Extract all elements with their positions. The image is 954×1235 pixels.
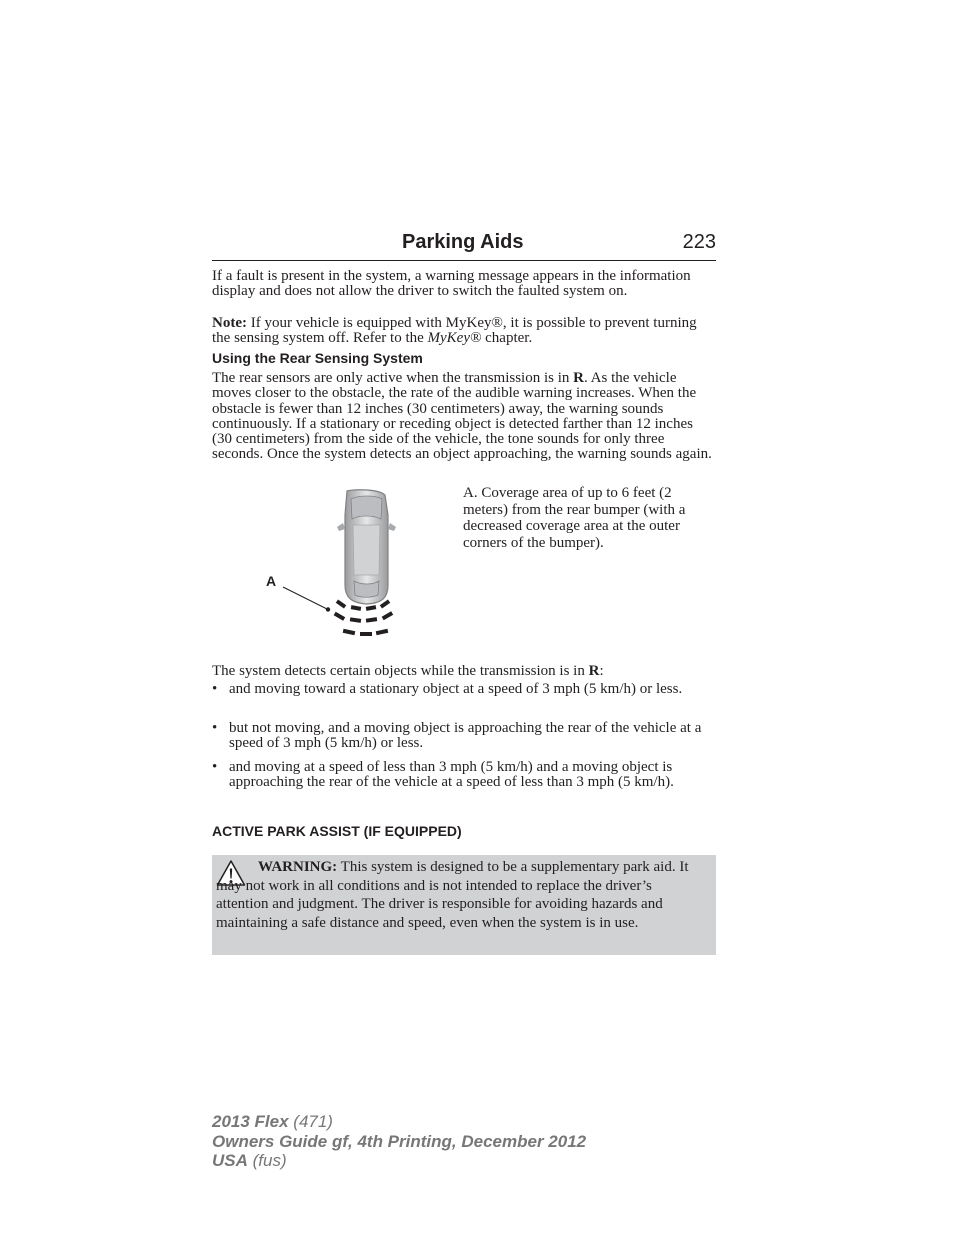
warning-text (216, 858, 708, 932)
footer-guide: Owners Guide gf, 4th Printing, December 2012 (212, 1131, 587, 1151)
detects-gear: R (588, 663, 600, 679)
footer-market-line (212, 1151, 586, 1171)
page-number: 223 (682, 231, 716, 253)
callout-dot (326, 607, 330, 611)
fault-paragraph: If a fault is present in the system, a warning message appears in the information display and does not allow the driver to switch the faulted system on. (212, 268, 691, 300)
figure-caption: A. Coverage area of up to 6 feet (2 meters) from the rear bumper (with a decreased coverage area at the outer corners of the bumper). (463, 485, 686, 551)
page-header (212, 229, 716, 261)
warning-box (212, 855, 716, 955)
bullet-dot: • (212, 720, 218, 736)
warning-body: This system is designed to be a supplementary park aid. It may not work in all conditions and is not intended to replace the driver’s attention and judgment. The driver is responsible for avoiding hazards and maintaining a safe distance and speed, even when the system is in use. (216, 859, 689, 931)
section-title: Parking Aids (402, 231, 524, 253)
rear-sensor-diagram (255, 485, 405, 645)
active-park-assist-heading: ACTIVE PARK ASSIST (IF EQUIPPED) (212, 823, 462, 839)
detects-intro-2: : (599, 663, 604, 679)
sensor-waves-icon (334, 599, 394, 636)
footer-market-code: (fus) (247, 1151, 287, 1170)
car-icon (337, 490, 396, 604)
note-text-2: chapter. (481, 330, 533, 347)
rear-para-1: The rear sensors are only active when the transmission is in (212, 370, 574, 386)
bullet-dot: • (212, 759, 218, 775)
note-text-1: If your vehicle is equipped with MyKey®, it is possible to prevent turning the sensing system off. Refer to the (212, 315, 697, 347)
footer-model-line (212, 1112, 586, 1132)
detects-intro-1: The system detects certain objects while the transmission is in (212, 663, 589, 679)
footer-model-code: (471) (288, 1112, 333, 1131)
page-footer (212, 1112, 586, 1171)
rear-sensing-paragraph (212, 371, 716, 463)
callout-label-a: A (266, 573, 277, 589)
bullet-text: and moving toward a stationary object at a speed of 3 mph (5 km/h) or less. (229, 681, 683, 697)
footer-market: USA (212, 1151, 248, 1170)
note-reference: MyKey® (427, 330, 482, 347)
bullet-text: but not moving, and a moving object is approaching the rear of the vehicle at a speed of 3 mph (5 km/h) or less. (229, 720, 702, 752)
rear-sensing-heading: Using the Rear Sensing System (212, 350, 423, 366)
gear-r: R (573, 370, 584, 386)
warning-label: WARNING: (258, 859, 338, 875)
footer-model: 2013 Flex (212, 1112, 289, 1131)
note-paragraph (212, 316, 716, 347)
note-label: Note: (212, 315, 247, 331)
callout-leader-line (283, 587, 327, 609)
bullet-text: and moving at a speed of less than 3 mph (5 km/h) and a moving object is approaching the rear of the vehicle at a speed of less than 3 mph (5 km/h). (229, 759, 674, 791)
bullet-dot: • (212, 681, 218, 697)
rear-para-2: . As the vehicle moves closer to the obstacle, the rate of the audible warning increases. When the obstacle is fewer than 12 inches (30 centimeters) away, the warning sounds continuously. If a stationary or receding object is detected farther than 12 inches (30 centimeters) from the side of the vehicle, the tone sounds for only three seconds. Once the system detects an object approaching, the warning sounds again. (212, 370, 712, 463)
footer-guide-line (212, 1132, 586, 1152)
detects-intro (212, 664, 716, 679)
